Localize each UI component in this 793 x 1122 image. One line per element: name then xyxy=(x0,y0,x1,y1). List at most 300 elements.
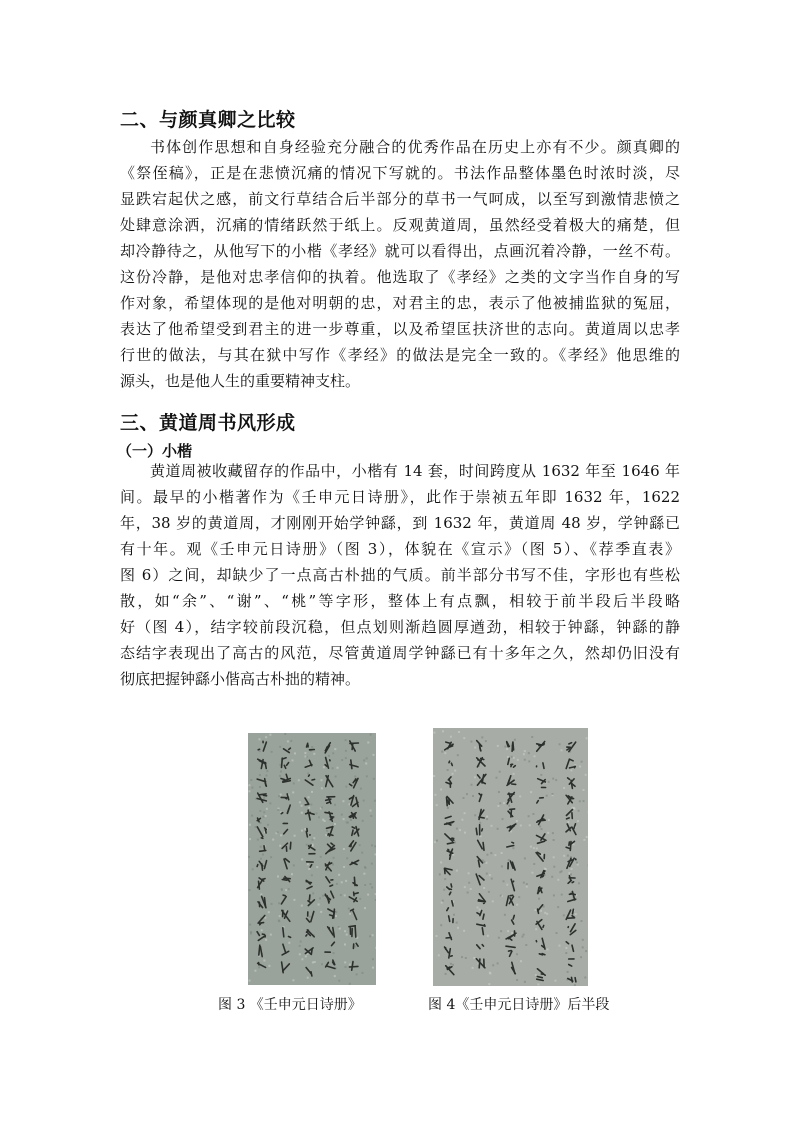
paper-speckle xyxy=(582,939,584,941)
calligraphy-character xyxy=(512,915,515,924)
text-line: 作对象，希望体现的是他对明朝的忠，对君主的忠，表示了他被捕监狱的冤屈， xyxy=(120,294,680,312)
paper-speckle xyxy=(433,732,435,734)
paper-speckle xyxy=(268,965,270,967)
paper-speckle xyxy=(537,983,539,985)
calligraphy-character xyxy=(476,874,484,885)
paper-speckle xyxy=(344,894,346,896)
paper-speckle xyxy=(375,947,376,949)
paper-speckle xyxy=(464,886,466,888)
paper-speckle xyxy=(290,740,292,742)
calligraphy-character xyxy=(349,796,358,807)
paper-speckle xyxy=(487,935,489,937)
calligraphy-character xyxy=(566,909,574,919)
section-heading-comparison: 二、与颜真卿之比较 xyxy=(120,109,296,131)
calligraphy-character xyxy=(476,825,482,835)
paper-speckle xyxy=(344,930,346,932)
paper-speckle xyxy=(374,845,376,847)
paper-speckle xyxy=(481,736,483,738)
paper-speckle xyxy=(260,846,262,848)
paper-speckle xyxy=(553,839,555,841)
paper-speckle xyxy=(520,825,522,827)
calligraphy-character xyxy=(349,926,356,937)
paper-speckle xyxy=(508,859,510,861)
paper-speckle xyxy=(249,838,251,840)
calligraphy-character xyxy=(537,969,546,981)
paper-speckle xyxy=(570,769,572,771)
paper-speckle xyxy=(321,787,323,789)
paper-speckle xyxy=(468,882,470,884)
paper-speckle xyxy=(292,979,294,981)
paper-speckle xyxy=(553,856,555,858)
paper-speckle xyxy=(311,791,313,793)
paper-speckle xyxy=(440,861,442,863)
paper-speckle xyxy=(511,756,513,758)
subsection-heading-small-regular: （一）小楷 xyxy=(117,442,193,460)
paper-speckle xyxy=(581,920,583,922)
paper-speckle xyxy=(265,736,267,738)
paper-speckle xyxy=(585,774,587,776)
paper-speckle xyxy=(492,964,494,966)
paper-speckle xyxy=(503,880,505,882)
paper-speckle xyxy=(474,814,476,816)
paper-speckle xyxy=(370,815,372,817)
calligraphy-character xyxy=(349,813,356,819)
paper-speckle xyxy=(457,927,459,929)
paper-speckle xyxy=(563,855,565,857)
paper-speckle xyxy=(288,888,290,890)
paper-speckle xyxy=(442,900,444,902)
paper-speckle xyxy=(583,800,585,802)
paper-speckle xyxy=(263,797,265,799)
calligraphy-character xyxy=(536,920,544,930)
paper-speckle xyxy=(277,831,279,833)
paper-speckle xyxy=(336,883,338,885)
paper-speckle xyxy=(548,819,550,821)
paper-speckle xyxy=(278,795,280,797)
paper-speckle xyxy=(288,942,290,944)
text-line: 彻底把握钟繇小偕高古朴拙的精神。 xyxy=(120,670,361,688)
paper-speckle xyxy=(326,830,328,832)
calligraphy-character xyxy=(449,761,452,765)
paper-speckle xyxy=(323,766,325,768)
calligraphy-character xyxy=(537,763,545,769)
paper-speckle xyxy=(321,807,323,809)
paper-speckle xyxy=(341,881,343,883)
paper-speckle xyxy=(359,844,361,846)
paper-speckle xyxy=(586,836,588,838)
paper-speckle xyxy=(340,894,342,896)
paper-speckle xyxy=(485,862,487,864)
paper-speckle xyxy=(371,844,373,846)
paper-speckle xyxy=(279,915,281,917)
paper-speckle xyxy=(541,854,543,856)
calligraphy-character xyxy=(305,760,312,767)
paper-speckle xyxy=(576,862,578,864)
calligraphy-character xyxy=(350,778,359,787)
paper-speckle xyxy=(249,889,251,891)
calligraphy-character xyxy=(511,879,514,890)
paper-speckle xyxy=(333,857,335,859)
paper-speckle xyxy=(338,874,340,876)
paper-speckle xyxy=(500,930,502,932)
paper-speckle xyxy=(372,958,374,960)
paper-speckle xyxy=(514,739,516,741)
paper-speckle xyxy=(552,793,554,795)
text-line: 年，38 岁的黄道周，才刚刚开始学钟繇，到 1632 年，黄道周 48 岁，学钟繇已 xyxy=(120,514,680,532)
paper-speckle xyxy=(470,741,472,743)
paper-speckle xyxy=(271,751,273,753)
paper-speckle xyxy=(461,956,463,958)
paper-speckle xyxy=(507,930,509,932)
paper-speckle xyxy=(322,819,324,821)
paper-speckle xyxy=(365,867,367,869)
paper-speckle xyxy=(301,858,303,860)
paper-speckle xyxy=(434,841,436,843)
calligraphy-character xyxy=(282,758,289,769)
calligraphy-character xyxy=(306,810,315,820)
paper-speckle xyxy=(280,771,282,773)
paper-speckle xyxy=(519,795,521,797)
calligraphy-character xyxy=(282,877,290,882)
paper-speckle xyxy=(534,755,536,757)
paper-speckle xyxy=(559,871,561,873)
text-line: 表达了他希望受到君主的进一步尊重，以及希望匡扶济世的志向。黄道周以忠孝 xyxy=(120,320,680,338)
paper-speckle xyxy=(583,839,585,841)
paper-speckle xyxy=(580,956,582,958)
paper-speckle xyxy=(523,753,525,755)
paper-speckle xyxy=(563,914,565,916)
paper-speckle xyxy=(497,745,499,747)
paper-speckle xyxy=(513,757,515,759)
paper-speckle xyxy=(345,966,347,968)
paper-speckle xyxy=(301,958,303,960)
calligraphy-character xyxy=(507,793,514,804)
paper-speckle xyxy=(544,912,546,914)
paper-speckle xyxy=(513,773,515,775)
paper-speckle xyxy=(565,947,567,949)
paper-speckle xyxy=(491,825,493,827)
calligraphy-character xyxy=(538,905,543,914)
paper-speckle xyxy=(333,952,335,954)
calligraphy-character xyxy=(537,742,545,752)
paper-speckle xyxy=(578,810,580,812)
paper-speckle xyxy=(251,787,253,789)
text-line: 好（图 4），结字较前段沉稳，但点划则渐趋圆厚遒劲，相较于钟繇，钟繇的静 xyxy=(120,618,680,636)
paper-speckle xyxy=(372,967,374,969)
paper-speckle xyxy=(307,773,309,775)
paper-speckle xyxy=(249,980,251,982)
paper-speckle xyxy=(516,904,518,906)
paper-speckle xyxy=(311,746,313,748)
calligraphy-character xyxy=(568,892,576,902)
paper-speckle xyxy=(361,852,363,854)
paper-speckle xyxy=(254,970,256,972)
paper-speckle xyxy=(544,868,546,870)
paper-speckle xyxy=(472,795,474,797)
paper-speckle xyxy=(344,944,346,946)
paper-speckle xyxy=(305,955,307,957)
paper-speckle xyxy=(294,835,296,837)
paper-speckle xyxy=(524,857,526,859)
calligraphy-character xyxy=(325,743,330,753)
calligraphy-character xyxy=(447,884,452,895)
calligraphy-character xyxy=(350,741,359,751)
paper-speckle xyxy=(516,979,518,981)
paper-speckle xyxy=(479,909,481,911)
calligraphy-character xyxy=(350,860,359,864)
calligraphy-character xyxy=(446,966,454,975)
calligraphy-character xyxy=(537,871,545,878)
paper-speckle xyxy=(335,915,337,917)
section-heading-style-formation: 三、黄道周书风形成 xyxy=(120,412,296,434)
paper-speckle xyxy=(524,981,526,983)
paper-speckle xyxy=(345,786,347,788)
paper-speckle xyxy=(367,894,369,896)
paper-speckle xyxy=(269,734,271,736)
paper-speckle xyxy=(258,966,260,968)
calligraphy-character xyxy=(479,794,482,802)
calligraphy-character xyxy=(308,895,314,906)
calligraphy-character xyxy=(445,834,454,844)
paper-speckle xyxy=(574,984,576,986)
paper-speckle xyxy=(577,820,579,822)
paper-speckle xyxy=(321,779,323,781)
paper-speckle xyxy=(511,932,513,934)
paper-speckle xyxy=(436,804,438,806)
calligraphy-character xyxy=(568,977,576,982)
text-line: 却冷静待之，从他写下的小楷《孝经》就可以看得出，点画沉着冷静，一丝不苟。 xyxy=(120,242,680,260)
paper-speckle xyxy=(452,854,454,856)
paper-speckle xyxy=(467,892,469,894)
paper-speckle xyxy=(291,873,293,875)
paper-speckle xyxy=(468,872,470,874)
paper-speckle xyxy=(501,852,503,854)
paper-speckle xyxy=(249,824,251,826)
paper-speckle xyxy=(257,839,259,841)
calligraphy-character xyxy=(282,962,290,973)
paper-speckle xyxy=(313,753,315,755)
paper-speckle xyxy=(477,907,479,909)
calligraphy-character xyxy=(566,795,574,804)
paper-speckle xyxy=(249,924,251,926)
calligraphy-character xyxy=(566,824,576,835)
paragraph-small-regular xyxy=(120,458,680,692)
calligraphy-character xyxy=(479,809,484,819)
paper-speckle xyxy=(292,791,294,793)
text-line: 显跌宕起伏之感，前文行草结合后半部分的草书一气呵成，以至写到激情悲愤之 xyxy=(120,190,680,208)
paper-speckle xyxy=(292,759,294,761)
paper-speckle xyxy=(278,920,280,922)
paper-speckle xyxy=(456,870,458,872)
text-line: 书体创作思想和自身经验充分融合的优秀作品在历史上亦有不少。颜真卿的 xyxy=(150,138,680,156)
paper-speckle xyxy=(500,895,502,897)
paper-speckle xyxy=(304,752,306,754)
paper-speckle xyxy=(506,748,508,750)
text-line: 这份冷静，是他对忠孝信仰的执着。他选取了《孝经》之类的文字当作自身的写 xyxy=(120,268,680,286)
calligraphy-character xyxy=(538,779,546,788)
paper-speckle xyxy=(267,824,269,826)
paper-speckle xyxy=(360,788,362,790)
calligraphy-character xyxy=(257,779,266,787)
paper-speckle xyxy=(373,778,375,780)
paper-speckle xyxy=(280,834,282,836)
paper-speckle xyxy=(561,894,563,896)
calligraphy-character xyxy=(328,927,335,937)
paper-speckle xyxy=(583,789,585,791)
paper-speckle xyxy=(370,734,372,736)
paper-speckle xyxy=(524,750,526,752)
paper-speckle xyxy=(547,832,549,834)
calligraphy-character xyxy=(568,876,575,884)
text-line: 黄道周被收藏留存的作品中，小楷有 14 套，时间跨度从 1632 年至 1646 年 xyxy=(150,462,680,480)
paper-speckle xyxy=(281,889,283,891)
paper-speckle xyxy=(310,804,312,806)
paper-speckle xyxy=(508,805,510,807)
paper-speckle xyxy=(452,773,454,775)
paper-speckle xyxy=(523,934,525,936)
paper-speckle xyxy=(318,816,320,818)
paper-speckle xyxy=(299,801,301,803)
paper-speckle xyxy=(371,863,373,865)
paper-speckle xyxy=(271,903,273,905)
paper-speckle xyxy=(498,937,500,939)
calligraphy-character xyxy=(566,810,572,819)
paper-speckle xyxy=(270,856,272,858)
paper-speckle xyxy=(536,848,538,850)
paper-speckle xyxy=(450,963,452,965)
paper-speckle xyxy=(535,974,537,976)
paper-speckle xyxy=(345,757,347,759)
paper-speckle xyxy=(263,960,265,962)
calligraphy-character xyxy=(477,857,482,867)
paper-speckle xyxy=(312,892,314,894)
paper-speckle xyxy=(311,874,313,876)
paper-speckle xyxy=(570,873,572,875)
paper-speckle xyxy=(553,894,555,896)
paper-speckle xyxy=(343,866,345,868)
paper-speckle xyxy=(373,754,375,756)
paper-speckle xyxy=(440,924,442,926)
paper-speckle xyxy=(447,769,449,771)
calligraphy-character xyxy=(284,859,289,869)
paper-speckle xyxy=(265,815,267,817)
paper-speckle xyxy=(365,763,367,765)
paper-speckle xyxy=(298,779,300,781)
calligraphy-character xyxy=(306,880,312,888)
paper-speckle xyxy=(567,971,569,973)
calligraphy-character xyxy=(536,938,545,949)
paper-speckle xyxy=(262,816,264,818)
paper-speckle xyxy=(497,828,499,830)
paper-speckle xyxy=(268,911,270,913)
paper-speckle xyxy=(325,834,327,836)
paper-speckle xyxy=(356,973,358,975)
calligraphy-strokes xyxy=(433,728,588,986)
paper-speckle xyxy=(278,902,280,904)
calligraphy-character xyxy=(352,827,359,836)
paper-speckle xyxy=(277,876,279,878)
paper-speckle xyxy=(265,939,267,941)
paper-speckle xyxy=(582,946,584,948)
calligraphy-character xyxy=(325,891,333,903)
paper-speckle xyxy=(318,904,320,906)
paper-speckle xyxy=(375,893,376,895)
paper-speckle xyxy=(546,913,548,915)
calligraphy-character xyxy=(283,928,291,938)
calligraphy-character xyxy=(325,942,334,952)
calligraphy-character xyxy=(446,777,451,787)
paper-speckle xyxy=(526,883,528,885)
calligraphy-character xyxy=(449,916,454,923)
calligraphy-character xyxy=(447,849,453,859)
paper-speckle xyxy=(454,770,456,772)
paper-speckle xyxy=(584,977,586,979)
paper-speckle xyxy=(433,775,435,777)
paper-speckle xyxy=(266,808,268,810)
paper-speckle xyxy=(535,928,537,930)
paper-speckle xyxy=(366,757,368,759)
calligraphy-character xyxy=(506,931,516,940)
paper-speckle xyxy=(473,957,475,959)
paper-speckle xyxy=(309,916,311,918)
paper-speckle xyxy=(517,759,519,761)
calligraphy-character xyxy=(506,895,513,905)
paper-speckle xyxy=(491,878,493,880)
paper-speckle xyxy=(334,748,336,750)
calligraphy-character xyxy=(281,805,290,814)
paper-speckle xyxy=(457,754,459,756)
calligraphy-character xyxy=(281,794,289,800)
paper-speckle xyxy=(522,936,524,938)
paper-speckle xyxy=(553,866,555,868)
paper-speckle xyxy=(438,954,440,956)
paper-speckle xyxy=(488,891,490,893)
paper-speckle xyxy=(497,962,499,964)
paper-speckle xyxy=(374,800,376,802)
paper-speckle xyxy=(341,814,343,816)
calligraphy-character xyxy=(326,960,335,968)
paper-speckle xyxy=(439,873,441,875)
paper-speckle xyxy=(320,911,322,913)
paper-speckle xyxy=(539,825,541,827)
paper-speckle xyxy=(533,847,535,849)
paper-speckle xyxy=(486,873,488,875)
paper-speckle xyxy=(532,813,534,815)
calligraphy-character xyxy=(446,933,451,940)
paper-speckle xyxy=(579,766,581,768)
calligraphy-character xyxy=(305,798,309,805)
paper-speckle xyxy=(260,858,262,860)
paper-speckle xyxy=(490,852,492,854)
text-line: 间。最早的小楷著作为《壬申元日诗册》，此作于崇祯五年即 1632 年，1622 xyxy=(120,488,680,506)
calligraphy-character xyxy=(567,742,576,752)
paper-speckle xyxy=(574,808,576,810)
paper-speckle xyxy=(541,828,543,830)
paper-speckle xyxy=(332,752,334,754)
calligraphy-character xyxy=(281,895,286,904)
calligraphy-character xyxy=(445,868,453,874)
calligraphy-character xyxy=(568,778,575,789)
paper-speckle xyxy=(350,819,352,821)
paper-speckle xyxy=(556,932,558,934)
paper-speckle xyxy=(261,929,263,931)
calligraphy-character xyxy=(508,861,515,870)
paper-speckle xyxy=(538,898,540,900)
paper-speckle xyxy=(364,907,366,909)
paper-speckle xyxy=(372,934,374,936)
paper-speckle xyxy=(363,800,365,802)
paper-speckle xyxy=(552,832,554,834)
